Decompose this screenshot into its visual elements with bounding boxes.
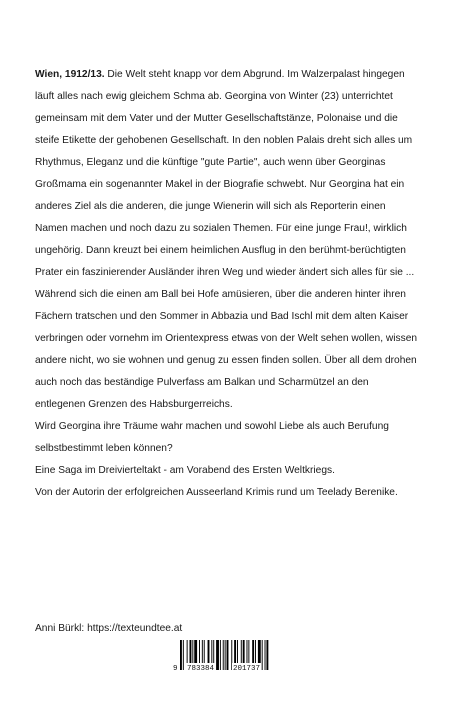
paragraph-society: Während sich die einen am Ball bei Hofe amüsieren, über die anderen hinter ihren Fächern tratschen und den Sommer in Abbazia und Bad Ischl mit dem alten Kaiser verbringen oder vornehm im Orientexpress etwas von der Welt sehen wollen, wissen andere nicht, wo sie wohnen und genug zu essen finden sollen. Über all dem drohen auch noch das beständige Pulverfass am Balkan und Scharmützel an den entlegenen Grenzen des Habsburgerreichs. bbox=[35, 289, 418, 410]
intro-text: Die Welt steht knapp vor dem Abgrund. Im Walzerpalast hingegen läuft alles nach ewig gleichem Schma ab. Georgina von Winter (23) unterrichtet gemeinsam mit dem Vater und der Mutter Gesellschaftstänze, Polonaise und die steife Etikette der gehobenen Gesellschaft. In den noblen Palais dreht sich alles um Rhythmus, Eleganz und die künftige "gute Partie", auch wenn über Georginas Großmama ein sogenannter Makel in der Biografie schwebt. Nur Georgina hat ein anderes Ziel als die anderen, die junge Wienerin will sich als Reporterin einen Namen machen und noch dazu zu sozialen Themen. Für eine junge Frau!, wirklich ungehörig. Dann kreuzt bei einem heimlichen Ausflug in den berühmt-berüchtigten Prater ein faszinierender Ausländer ihren Weg und wieder ändert sich alles für sie ... bbox=[35, 69, 415, 278]
barcode-first-digit: 9 bbox=[173, 665, 178, 673]
paragraph-author-note: Von der Autorin der erfolgreichen Ausseerland Krimis rund um Teelady Berenike. bbox=[35, 487, 398, 498]
barcode-right-group: 201737 bbox=[233, 665, 261, 673]
back-cover-blurb bbox=[35, 64, 421, 504]
paragraph-question: Wird Georgina ihre Träume wahr machen und sowohl Liebe als auch Berufung selbstbestimmt leben können? bbox=[35, 421, 389, 454]
barcode-digits bbox=[172, 663, 280, 675]
author-website-line: Anni Bürkl: https://texteundtee.at bbox=[35, 623, 183, 634]
paragraph-tagline: Eine Saga im Dreivierteltakt - am Vorabend des Ersten Weltkriegs. bbox=[35, 465, 335, 476]
barcode-left-group: 783384 bbox=[187, 665, 215, 673]
place-date-lead: Wien, 1912/13. bbox=[35, 69, 105, 80]
paragraph-intro bbox=[35, 64, 421, 284]
